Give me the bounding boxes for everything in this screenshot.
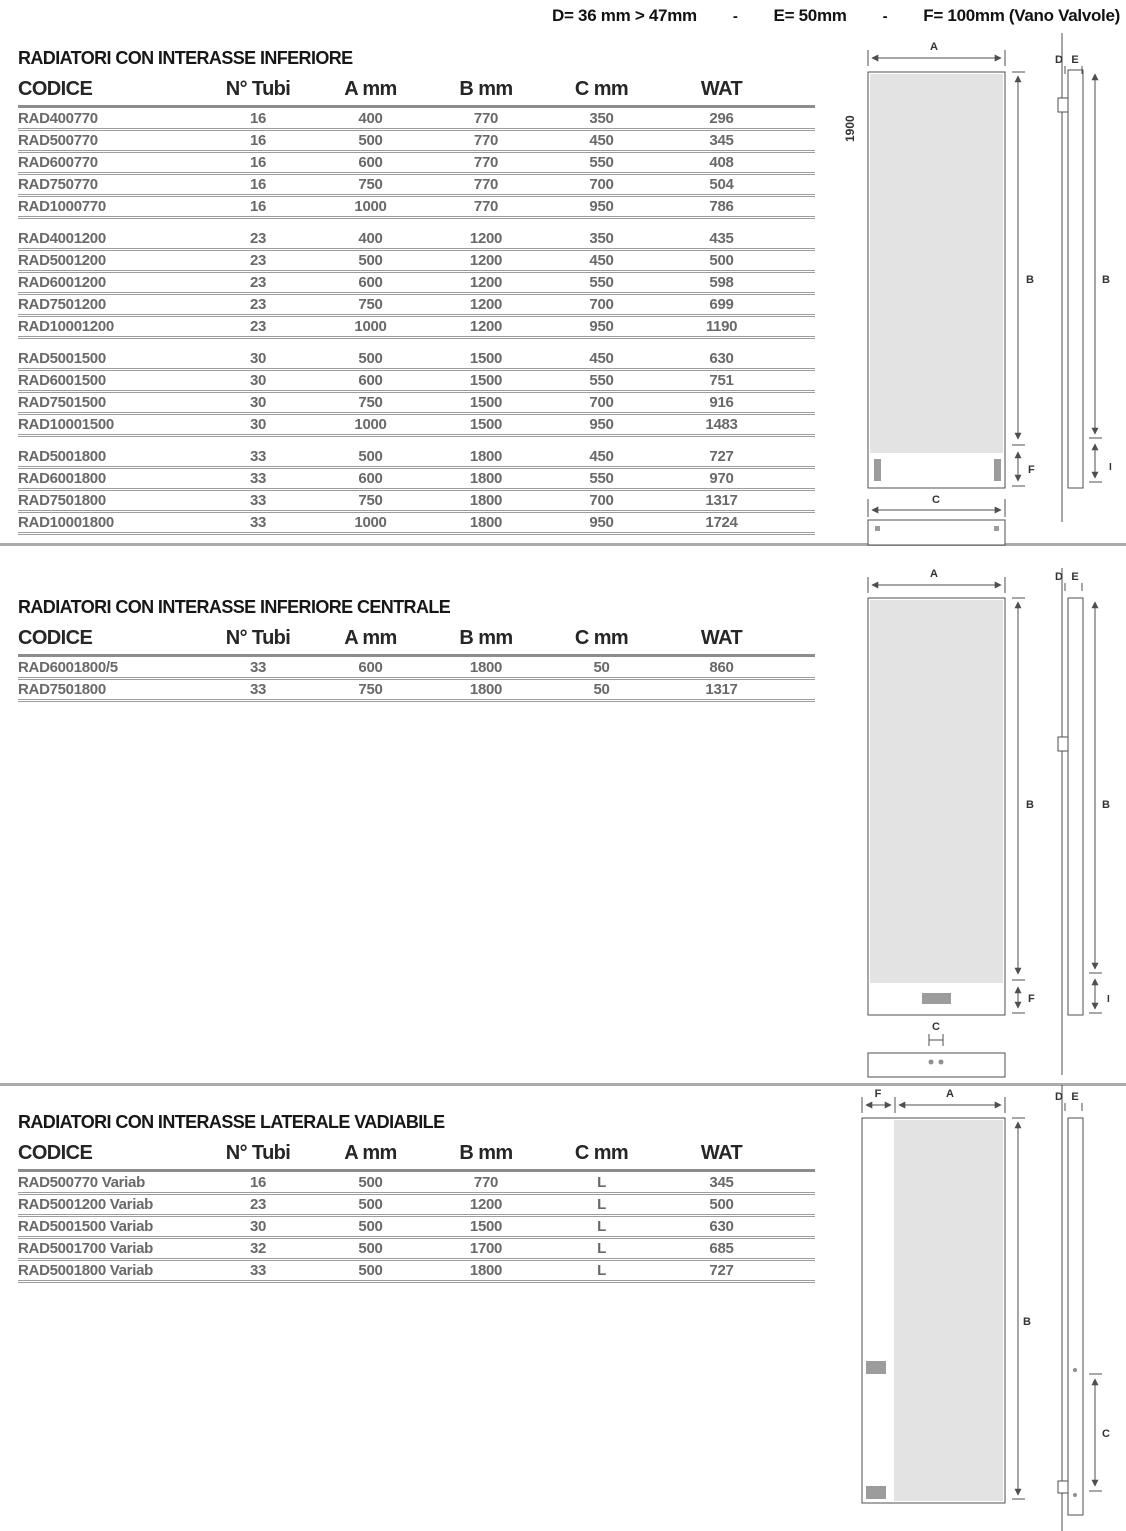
column-header: B mm (459, 78, 513, 100)
dimension-b-front (1012, 1118, 1031, 1499)
value-cell: 500 (709, 252, 734, 269)
value-cell: 860 (709, 659, 734, 676)
code-cell: RAD750770 (18, 176, 98, 193)
value-cell: 1200 (469, 296, 503, 313)
label-e: E (1071, 1091, 1079, 1103)
value-cell: L (597, 1262, 606, 1279)
value-cell: 1800 (469, 659, 503, 676)
diagram-interasse-inferiore (830, 30, 1126, 555)
table-row (18, 109, 815, 131)
value-cell: 30 (249, 1218, 267, 1235)
code-cell: RAD6001500 (18, 372, 106, 389)
value-cell: 770 (473, 176, 499, 193)
label-d: D (1055, 1091, 1063, 1103)
code-cell: RAD7501800 (18, 681, 106, 698)
value-cell: 700 (589, 492, 614, 509)
value-cell: 550 (589, 274, 614, 291)
value-cell: 400 (358, 110, 383, 127)
table-row (18, 658, 815, 680)
table-row (18, 273, 815, 295)
column-header: C mm (574, 78, 629, 100)
value-cell: 350 (589, 230, 614, 247)
value-cell: 16 (249, 176, 267, 193)
value-cell: 1317 (705, 492, 738, 509)
value-cell: 1500 (469, 350, 503, 367)
table-row (18, 680, 815, 702)
value-cell: 33 (249, 448, 267, 465)
value-cell: 700 (589, 296, 614, 313)
value-cell: 1200 (469, 318, 503, 335)
dim-note-e: E= 50mm (773, 6, 847, 25)
value-cell: 1500 (469, 1218, 503, 1235)
label-c: C (932, 1021, 940, 1033)
side-view (1055, 33, 1083, 522)
value-cell: 435 (709, 230, 734, 247)
table-row (18, 175, 815, 197)
value-cell: 345 (709, 1174, 734, 1191)
value-cell: 727 (709, 1262, 734, 1279)
value-cell: 1800 (469, 470, 503, 487)
code-cell: RAD5001800 Variab (18, 1262, 153, 1279)
column-header: A mm (344, 1142, 397, 1164)
value-cell: 450 (589, 350, 614, 367)
value-cell: 1000 (354, 198, 387, 215)
dimension-b-side (1089, 602, 1110, 973)
value-cell: 786 (709, 198, 734, 215)
code-cell: RAD7501500 (18, 394, 106, 411)
table-row (18, 469, 815, 491)
dimension-note (552, 6, 1120, 26)
dimension-a (899, 1088, 1005, 1113)
column-header: B mm (459, 1142, 513, 1164)
value-cell: 296 (709, 110, 734, 127)
value-cell: 400 (358, 230, 383, 247)
value-cell: 450 (589, 448, 614, 465)
dimension-b-front (1012, 598, 1034, 980)
table-row (18, 317, 815, 339)
bottom-view (868, 520, 1005, 545)
value-cell: 16 (249, 110, 267, 127)
dimension-a (868, 568, 1005, 593)
code-cell: RAD5001500 Variab (18, 1218, 153, 1235)
value-cell: 23 (249, 318, 267, 335)
table-row (18, 1261, 815, 1283)
code-cell: RAD500770 (18, 132, 98, 149)
table-group (18, 447, 815, 535)
code-cell: RAD6001800 (18, 470, 106, 487)
table-row (18, 491, 815, 513)
table-section-interasse-inferiore (18, 48, 815, 545)
table-group (18, 109, 815, 219)
value-cell: 1800 (469, 448, 503, 465)
value-cell: 500 (358, 1174, 383, 1191)
value-cell: 345 (709, 132, 734, 149)
column-header: WAT (700, 1142, 743, 1164)
label-i: I (1109, 462, 1112, 473)
dimension-c-side (1089, 1374, 1110, 1491)
dimension-i (1089, 979, 1110, 1013)
bracket (1058, 1481, 1068, 1493)
value-cell: 1200 (469, 1196, 503, 1213)
value-cell: 770 (473, 110, 499, 127)
value-cell: 630 (709, 350, 734, 367)
table-title: RADIATORI CON INTERASSE LATERALE VADIABILE (18, 1112, 445, 1132)
label-a: A (946, 1088, 954, 1100)
column-header: CODICE (18, 627, 93, 649)
code-cell: RAD5001500 (18, 350, 106, 367)
table-row (18, 295, 815, 317)
label-b: B (1102, 274, 1110, 286)
side-bar (1068, 598, 1083, 1015)
value-cell: 50 (593, 681, 610, 698)
code-cell: RAD4001200 (18, 230, 106, 247)
value-cell: 598 (709, 274, 734, 291)
value-cell: 33 (249, 514, 267, 531)
code-cell: RAD6001200 (18, 274, 106, 291)
side-bar (1068, 1118, 1083, 1515)
value-cell: 1317 (705, 681, 738, 698)
table-body (18, 1173, 815, 1283)
code-cell: RAD7501800 (18, 492, 106, 509)
dim-note-separator: - (732, 7, 738, 25)
column-header: CODICE (18, 78, 93, 100)
value-cell: 685 (709, 1240, 734, 1257)
value-cell: 408 (709, 154, 734, 171)
column-header: WAT (700, 627, 743, 649)
code-cell: RAD500770 Variab (18, 1174, 145, 1191)
code-cell: RAD10001500 (18, 416, 114, 433)
table-group (18, 658, 815, 702)
value-cell: 1500 (469, 372, 503, 389)
value-cell: 727 (709, 448, 734, 465)
value-cell: 500 (358, 350, 383, 367)
table-section-interasse-laterale-variabile (18, 1112, 815, 1293)
value-cell: 1800 (469, 681, 503, 698)
value-cell: 33 (249, 1262, 267, 1279)
value-cell: 23 (249, 252, 267, 269)
table-row (18, 251, 815, 273)
dim-note-f: F= 100mm (Vano Valvole) (923, 6, 1120, 25)
table-section-interasse-inferiore-centrale (18, 597, 815, 712)
side-view (1055, 1085, 1083, 1531)
label-a: A (930, 568, 938, 580)
table-row (18, 131, 815, 153)
table-row (18, 1195, 815, 1217)
label-d: D (1055, 54, 1063, 66)
value-cell: 30 (249, 372, 267, 389)
dim-note-d: D= 36 mm > 47mm (552, 6, 697, 25)
side-connection-upper (1073, 1368, 1077, 1372)
valve-connection-upper (866, 1361, 886, 1374)
value-cell: 23 (249, 296, 267, 313)
column-header: C mm (574, 1142, 629, 1164)
value-cell: 751 (709, 372, 734, 389)
table-row (18, 371, 815, 393)
value-cell: 970 (709, 470, 734, 487)
code-cell: RAD400770 (18, 110, 98, 127)
value-cell: 750 (358, 394, 383, 411)
value-cell: 950 (589, 416, 614, 433)
table-body (18, 109, 815, 535)
value-cell: 1700 (469, 1240, 503, 1257)
value-cell: 1500 (469, 394, 503, 411)
bracket (1058, 98, 1068, 112)
value-cell: 630 (709, 1218, 734, 1235)
dimension-a (868, 41, 1005, 66)
value-cell: 1200 (469, 230, 503, 247)
table-row (18, 1173, 815, 1195)
front-view (868, 72, 1005, 488)
column-header: CODICE (18, 1142, 93, 1164)
dimension-f (1012, 452, 1035, 486)
code-cell: RAD600770 (18, 154, 98, 171)
table-group (18, 1173, 815, 1283)
value-cell: 33 (249, 681, 267, 698)
value-cell: 23 (249, 274, 267, 291)
code-cell: RAD5001200 Variab (18, 1196, 153, 1213)
label-c: C (932, 494, 940, 506)
code-cell: RAD10001200 (18, 318, 114, 335)
value-cell: L (597, 1240, 606, 1257)
value-cell: 1800 (469, 1262, 503, 1279)
value-cell: 30 (249, 416, 267, 433)
value-cell: 699 (709, 296, 734, 313)
value-cell: 1483 (705, 416, 738, 433)
label-a: A (930, 41, 938, 53)
label-b: B (1023, 1316, 1031, 1328)
code-cell: RAD5001200 (18, 252, 106, 269)
value-cell: 500 (358, 1240, 383, 1257)
value-cell: 33 (249, 470, 267, 487)
code-cell: RAD5001700 Variab (18, 1240, 153, 1257)
diagram-interasse-inferiore-centrale (830, 565, 1126, 1080)
value-cell: 16 (249, 132, 267, 149)
value-cell: 916 (709, 394, 734, 411)
dimension-f (862, 1088, 895, 1113)
value-cell: 500 (358, 1218, 383, 1235)
value-cell: L (597, 1174, 606, 1191)
dimension-i (1089, 444, 1112, 482)
label-d: D (1055, 571, 1063, 583)
table-title: RADIATORI CON INTERASSE INFERIORE (18, 48, 353, 68)
table-group (18, 349, 815, 437)
label-e: E (1071, 54, 1079, 66)
label-f: F (1028, 464, 1035, 476)
label-i: I (1107, 994, 1110, 1005)
table-header-row (18, 627, 815, 657)
bottom-view (868, 1053, 1005, 1077)
value-cell: 750 (358, 176, 383, 193)
table-row (18, 153, 815, 175)
valve-connection-center (922, 993, 951, 1004)
value-cell: 33 (249, 492, 267, 509)
value-cell: 350 (589, 110, 614, 127)
value-cell: 23 (249, 230, 267, 247)
value-cell: 504 (709, 176, 734, 193)
table-row (18, 349, 815, 371)
value-cell: 1724 (705, 514, 738, 531)
value-cell: 32 (249, 1240, 267, 1257)
value-cell: L (597, 1218, 606, 1235)
table-header-row (18, 1142, 815, 1172)
value-cell: 700 (589, 176, 614, 193)
label-b: B (1026, 799, 1034, 811)
column-header: N° Tubi (225, 78, 291, 100)
value-cell: 1200 (469, 252, 503, 269)
value-cell: 950 (589, 318, 614, 335)
value-cell: 16 (249, 154, 267, 171)
value-cell: 600 (358, 659, 383, 676)
label-height-1900: 1900 (843, 115, 857, 142)
label-e: E (1071, 571, 1079, 583)
table-title: RADIATORI CON INTERASSE INFERIORE CENTRALE (18, 597, 451, 617)
dimension-b-front (1012, 72, 1034, 445)
value-cell: 750 (358, 681, 383, 698)
value-cell: 16 (249, 198, 267, 215)
value-cell: 1000 (354, 514, 387, 531)
column-header: C mm (574, 627, 629, 649)
code-cell: RAD10001800 (18, 514, 114, 531)
table-body (18, 658, 815, 702)
value-cell: 550 (589, 154, 614, 171)
table-row (18, 1239, 815, 1261)
dim-note-separator: - (882, 7, 888, 25)
dimension-b-side (1089, 74, 1110, 438)
front-view (868, 598, 1005, 1015)
value-cell: 600 (358, 154, 383, 171)
label-c: C (1102, 1428, 1110, 1440)
value-cell: 700 (589, 394, 614, 411)
table-row (18, 513, 815, 535)
value-cell: 500 (709, 1196, 734, 1213)
table-row (18, 393, 815, 415)
value-cell: 600 (358, 274, 383, 291)
table-row (18, 447, 815, 469)
dimension-c (868, 494, 1005, 517)
column-header: B mm (459, 627, 513, 649)
value-cell: 950 (589, 198, 614, 215)
value-cell: 450 (589, 132, 614, 149)
value-cell: 500 (358, 132, 383, 149)
value-cell: 1190 (705, 318, 738, 335)
value-cell: 600 (358, 372, 383, 389)
value-cell: 1800 (469, 514, 503, 531)
valve-connection-left (874, 459, 881, 481)
value-cell: 23 (249, 1196, 267, 1213)
value-cell: 750 (358, 492, 383, 509)
value-cell: 50 (593, 659, 610, 676)
column-header: WAT (700, 78, 743, 100)
code-cell: RAD7501200 (18, 296, 106, 313)
code-cell: RAD5001800 (18, 448, 106, 465)
value-cell: 600 (358, 470, 383, 487)
front-view (862, 1118, 1005, 1503)
value-cell: 1800 (469, 492, 503, 509)
table-header-row (18, 78, 815, 108)
value-cell: 1000 (354, 416, 387, 433)
value-cell: 30 (249, 394, 267, 411)
valve-connection-right (994, 459, 1001, 481)
table-row (18, 1217, 815, 1239)
value-cell: 450 (589, 252, 614, 269)
valve-connection-lower (866, 1486, 886, 1499)
side-connection-lower (1073, 1493, 1077, 1497)
value-cell: 30 (249, 350, 267, 367)
side-view (1055, 568, 1083, 1075)
value-cell: 770 (473, 1174, 499, 1191)
column-header: N° Tubi (225, 627, 291, 649)
value-cell: 770 (473, 132, 499, 149)
label-f: F (1028, 993, 1035, 1005)
table-row (18, 197, 815, 219)
bracket (1058, 737, 1068, 751)
label-f: F (874, 1088, 882, 1100)
label-b: B (1102, 799, 1110, 811)
column-header: A mm (344, 78, 397, 100)
value-cell: L (597, 1196, 606, 1213)
value-cell: 550 (589, 372, 614, 389)
code-cell: RAD1000770 (18, 198, 106, 215)
diagram-interasse-laterale-variabile (830, 1085, 1126, 1531)
value-cell: 770 (473, 154, 499, 171)
value-cell: 500 (358, 1196, 383, 1213)
table-row (18, 229, 815, 251)
value-cell: 500 (358, 448, 383, 465)
value-cell: 750 (358, 296, 383, 313)
column-header: N° Tubi (225, 1142, 291, 1164)
value-cell: 16 (249, 1174, 267, 1191)
side-bar (1068, 70, 1083, 488)
label-b: B (1026, 274, 1034, 286)
table-group (18, 229, 815, 339)
table-row (18, 415, 815, 437)
value-cell: 500 (358, 252, 383, 269)
value-cell: 33 (249, 659, 267, 676)
code-cell: RAD6001800/5 (18, 659, 118, 676)
value-cell: 1500 (469, 416, 503, 433)
dimension-c-small (929, 1021, 943, 1046)
value-cell: 550 (589, 470, 614, 487)
value-cell: 500 (358, 1262, 383, 1279)
column-header: A mm (344, 627, 397, 649)
value-cell: 950 (589, 514, 614, 531)
value-cell: 770 (473, 198, 499, 215)
dimension-f (1012, 987, 1035, 1013)
value-cell: 1000 (354, 318, 387, 335)
value-cell: 1200 (469, 274, 503, 291)
